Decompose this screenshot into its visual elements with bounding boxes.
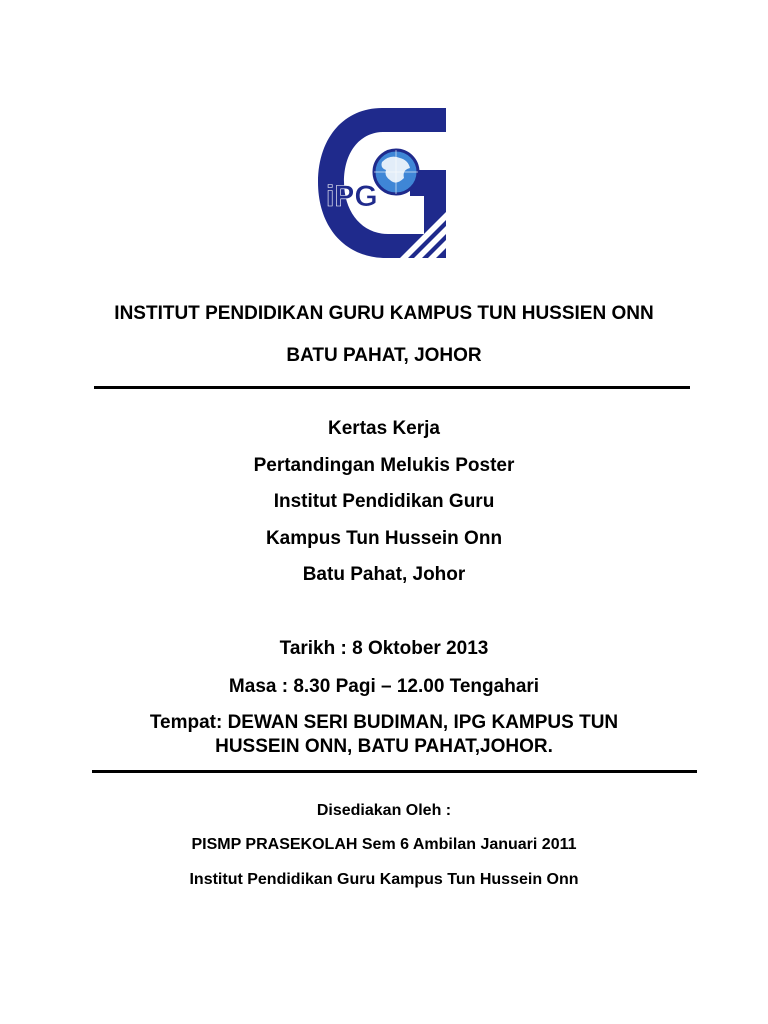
title-line-4: Kampus Tun Hussein Onn [265, 528, 503, 549]
prepared-by-institution: Institut Pendidikan Guru Kampus Tun Hussein Onn [189, 871, 579, 888]
divider-top [94, 386, 690, 389]
event-time: Masa : 8.30 Pagi – 12.00 Tengahari [228, 676, 540, 697]
header-institution: INSTITUT PENDIDIKAN GURU KAMPUS TUN HUSSIEN ONN [114, 303, 654, 324]
divider-bottom [92, 770, 697, 773]
title-line-3: Institut Pendidikan Guru [273, 491, 495, 512]
logo-text: iPG [326, 180, 378, 213]
event-venue-line-1: Tempat: DEWAN SERI BUDIMAN, IPG KAMPUS TUN [149, 712, 619, 733]
ipg-logo [312, 100, 452, 265]
event-date: Tarikh : 8 Oktober 2013 [279, 638, 489, 659]
event-venue-line-2: HUSSEIN ONN, BATU PAHAT,JOHOR. [215, 736, 553, 757]
title-line-5: Batu Pahat, Johor [302, 564, 466, 585]
header-location: BATU PAHAT, JOHOR [286, 345, 482, 366]
title-line-2: Pertandingan Melukis Poster [253, 455, 515, 476]
title-line-1: Kertas Kerja [328, 418, 440, 439]
prepared-by-group: PISMP PRASEKOLAH Sem 6 Ambilan Januari 2011 [191, 836, 577, 853]
prepared-by-label: Disediakan Oleh : [316, 802, 452, 819]
